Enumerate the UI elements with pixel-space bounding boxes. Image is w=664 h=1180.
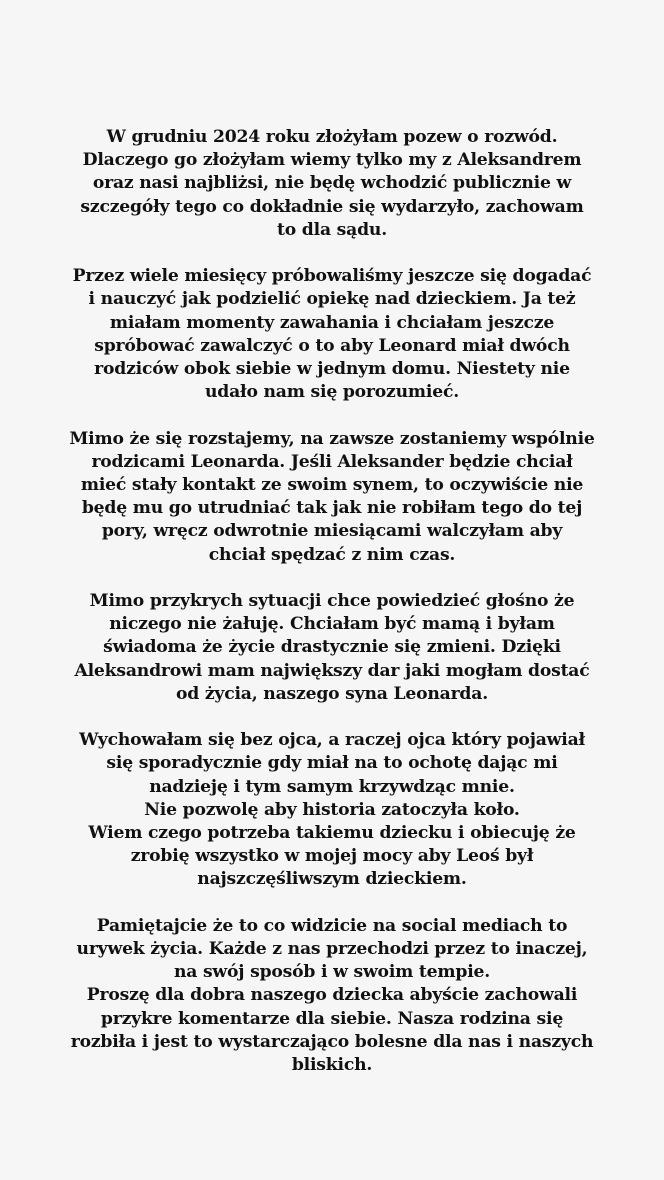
statement-text — [40, 126, 624, 1077]
text-line: spróbować zawalczyć o to aby Leonard miał dwóch — [94, 335, 570, 356]
text-line: Wychowałam się bez ojca, a raczej ojca który pojawiał — [79, 730, 585, 751]
text-line: Dlaczego go złożyłam wiemy tylko my z Aleksandrem — [82, 150, 582, 171]
text-line: W grudniu 2024 roku złożyłam pozew o rozwód. — [106, 127, 558, 147]
text-line: od życia, naszego syna Leonarda. — [176, 683, 488, 704]
text-line: nadzieję i tym samym krzywdząc mnie. — [149, 776, 515, 797]
text-line: się sporadycznie gdy miał na to ochotę dając mi — [106, 753, 558, 774]
paragraph-2 — [40, 265, 624, 404]
text-line: to dla sądu. — [277, 219, 387, 240]
text-line: chciał spędzać z nim czas. — [208, 544, 456, 565]
text-line: na swój sposób i w swoim tempie. — [173, 962, 491, 983]
text-line: bliskich. — [291, 1055, 373, 1076]
text-line: Mimo że się rozstajemy, na zawsze zostaniemy wspólnie — [69, 428, 595, 449]
text-line: świadoma że życie drastycznie się zmieni. Dzięki — [103, 637, 561, 658]
paragraph-3 — [40, 428, 624, 567]
text-line: będę mu go utrudniać tak jak nie robiłam tego do tej — [81, 498, 583, 519]
text-line: pory, wręcz odwrotnie miesiącami walczyłam aby — [101, 521, 563, 542]
text-line: i nauczyć jak podzielić opiekę nad dzieckiem. Ja też — [88, 289, 576, 310]
paragraph-5 — [40, 729, 624, 891]
text-line: mieć stały kontakt ze swoim synem, to oczywiście nie — [80, 475, 584, 496]
text-line: Aleksandrowi mam największy dar jaki mogłam dostać — [74, 660, 590, 681]
text-line: rodzicami Leonarda. Jeśli Aleksander będzie chciał — [91, 451, 573, 472]
text-line: zrobię wszystko w mojej mocy aby Leoś był — [130, 846, 534, 867]
text-line: miałam momenty zawahania i chciałam jeszcze — [109, 312, 555, 333]
paragraph-4 — [40, 590, 624, 706]
text-line: Proszę dla dobra naszego dziecka abyście zachowali — [86, 985, 578, 1006]
paragraph-1 — [40, 126, 624, 242]
text-line: Nie pozwolę aby historia zatoczyła koło. — [144, 799, 520, 820]
text-line: niczego nie żałuję. Chciałam być mamą i byłam — [109, 614, 555, 635]
text-line: urywek życia. Każde z nas przechodzi przez to inaczej, — [76, 939, 588, 960]
text-line: oraz nasi najbliżsi, nie będę wchodzić publicznie w — [92, 173, 572, 194]
text-line: Przez wiele miesięcy próbowaliśmy jeszcze się dogadać — [72, 266, 592, 287]
paragraph-6 — [40, 915, 624, 1077]
text-line: rodziców obok siebie w jednym domu. Niestety nie — [94, 359, 570, 380]
text-line: Pamiętajcie że to co widzicie na social mediach to — [96, 915, 568, 936]
text-line: szczegóły tego co dokładnie się wydarzyło, zachowam — [80, 196, 584, 217]
text-line: Wiem czego potrzeba takiemu dziecku i obiecuję że — [88, 823, 576, 844]
text-line: rozbiła i jest to wystarczająco bolesne dla nas i naszych — [70, 1031, 594, 1052]
text-line: Mimo przykrych sytuacji chce powiedzieć głośno że — [89, 591, 575, 612]
text-line: przykre komentarze dla siebie. Nasza rodzina się — [100, 1008, 564, 1029]
text-line: udało nam się porozumieć. — [205, 382, 459, 403]
text-line: najszczęśliwszym dzieckiem. — [197, 869, 467, 890]
